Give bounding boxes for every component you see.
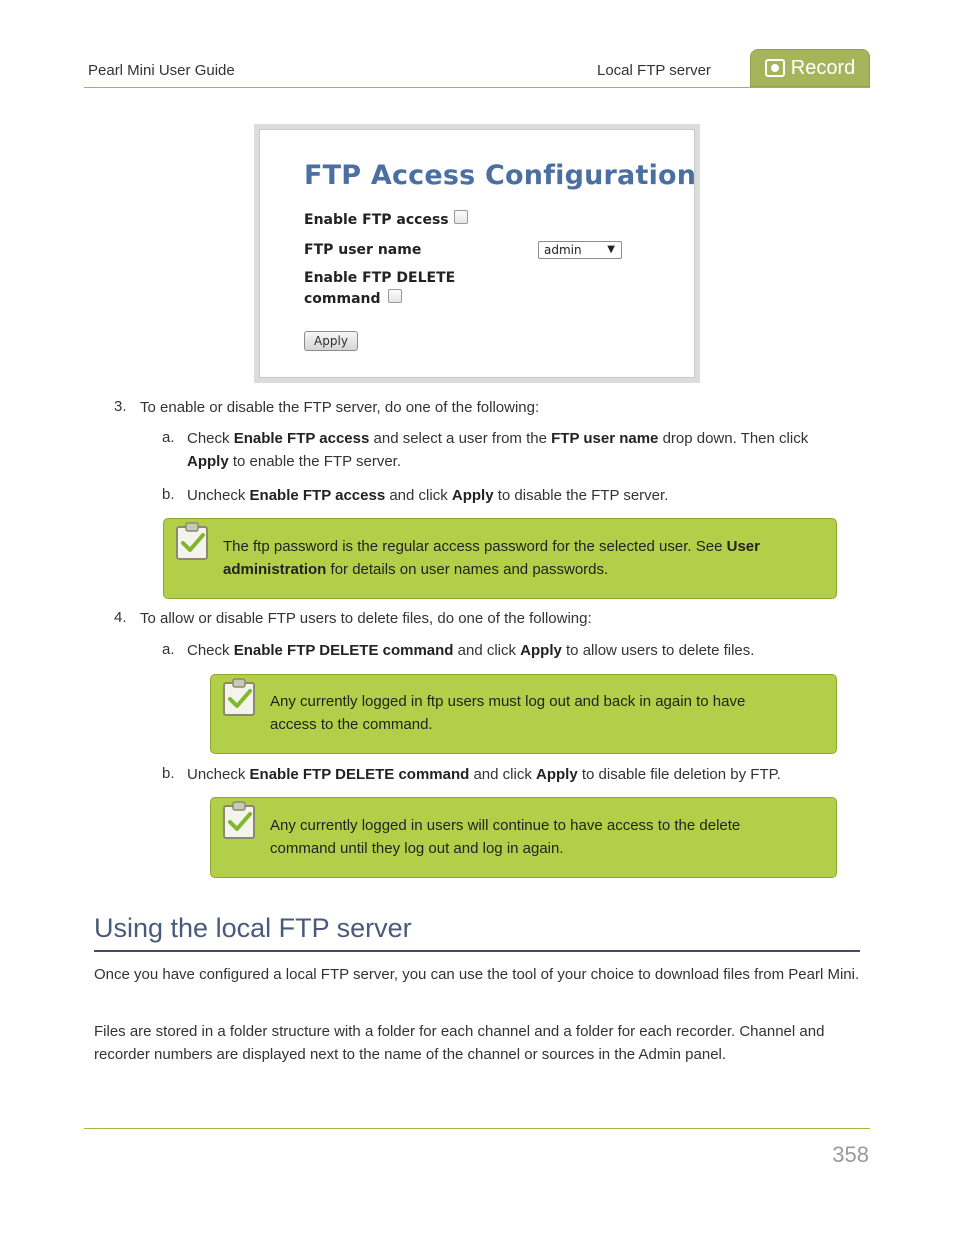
- ftp-config-panel: [259, 129, 695, 378]
- step-3b-text: Uncheck Enable FTP access and click Apply to disable the FTP server.: [187, 487, 669, 504]
- footer-divider: [84, 1128, 870, 1129]
- step-3a-text: Check Enable FTP access and select a user from the FTP user name drop down. Then click Apply to enable the FTP server.: [187, 430, 809, 470]
- ftp-config-figure: [254, 124, 700, 383]
- record-badge-label: Record: [790, 56, 856, 79]
- note-ftp-password-text: The ftp password is the regular access password for the selected user. See User administration for details on user names and passwords.: [223, 538, 760, 578]
- enable-delete-label-line2: command: [304, 291, 381, 307]
- enable-ftp-checkbox[interactable]: [454, 210, 468, 224]
- link-user-administration: User: [726, 538, 760, 555]
- note-delete-access: [210, 797, 837, 878]
- ui-ref-ftp-user-name: FTP user name: [551, 430, 659, 447]
- ftp-user-name-select[interactable]: [538, 241, 622, 259]
- section-paragraph-1: Once you have configured a local FTP server, you can use the tool of your choice to download files from Pearl Mini.: [94, 966, 860, 983]
- step-4-text: To allow or disable FTP users to delete files, do one of the following:: [140, 610, 592, 627]
- note-clipboard-check-icon: [222, 800, 256, 840]
- ui-ref-apply: Apply: [187, 453, 229, 470]
- ftp-user-name-label: FTP user name: [304, 242, 422, 258]
- ui-ref-enable-ftp: Enable FTP access: [233, 430, 370, 447]
- ftp-config-title: FTP Access Configuration: [304, 160, 697, 191]
- record-badge: [750, 49, 870, 87]
- section-divider: [94, 950, 860, 952]
- note-clipboard-check-icon: [222, 677, 256, 717]
- step-4b-text: Uncheck Enable FTP DELETE command and click Apply to disable file deletion by FTP.: [187, 766, 781, 783]
- step-4-number: 4.: [114, 609, 127, 626]
- step-4a-marker: a.: [162, 641, 175, 658]
- section-heading: Using the local FTP server: [94, 913, 412, 943]
- step-3a-marker: a.: [162, 429, 175, 446]
- apply-button[interactable]: Apply: [304, 331, 358, 351]
- section-title: Local FTP server: [597, 62, 711, 79]
- step-4b-marker: b.: [162, 765, 175, 782]
- section-paragraph-2: Files are stored in a folder structure with a folder for each channel and a folder for each recorder. Channel and recorder numbers are displayed next to the name of the channel or sources in the Admin panel.: [94, 1023, 825, 1063]
- note-clipboard-check-icon: [175, 521, 209, 561]
- note-delete-access-text: Any currently logged in users will continue to have access to the delete command until they log out and log in again.: [270, 817, 741, 857]
- note-ftp-password: [163, 518, 837, 599]
- note-logout-required: [210, 674, 837, 754]
- step-4a-text: Check Enable FTP DELETE command and click Apply to allow users to delete files.: [187, 642, 755, 659]
- enable-delete-label-line1: Enable FTP DELETE: [304, 270, 456, 286]
- record-icon: [765, 59, 785, 77]
- enable-ftp-label: Enable FTP access: [304, 212, 449, 228]
- enable-delete-checkbox[interactable]: [388, 289, 402, 303]
- step-3-number: 3.: [114, 398, 127, 415]
- page-number: 358: [832, 1142, 869, 1167]
- note-logout-required-text: Any currently logged in ftp users must log out and back in again to have access to the command.: [270, 693, 746, 733]
- step-3-text: To enable or disable the FTP server, do one of the following:: [140, 399, 540, 416]
- header-divider: [84, 87, 870, 88]
- step-3b-marker: b.: [162, 486, 175, 503]
- guide-title: Pearl Mini User Guide: [88, 62, 235, 79]
- dropdown-arrow-icon: ▼: [607, 244, 615, 255]
- ftp-user-name-value: admin: [544, 243, 582, 257]
